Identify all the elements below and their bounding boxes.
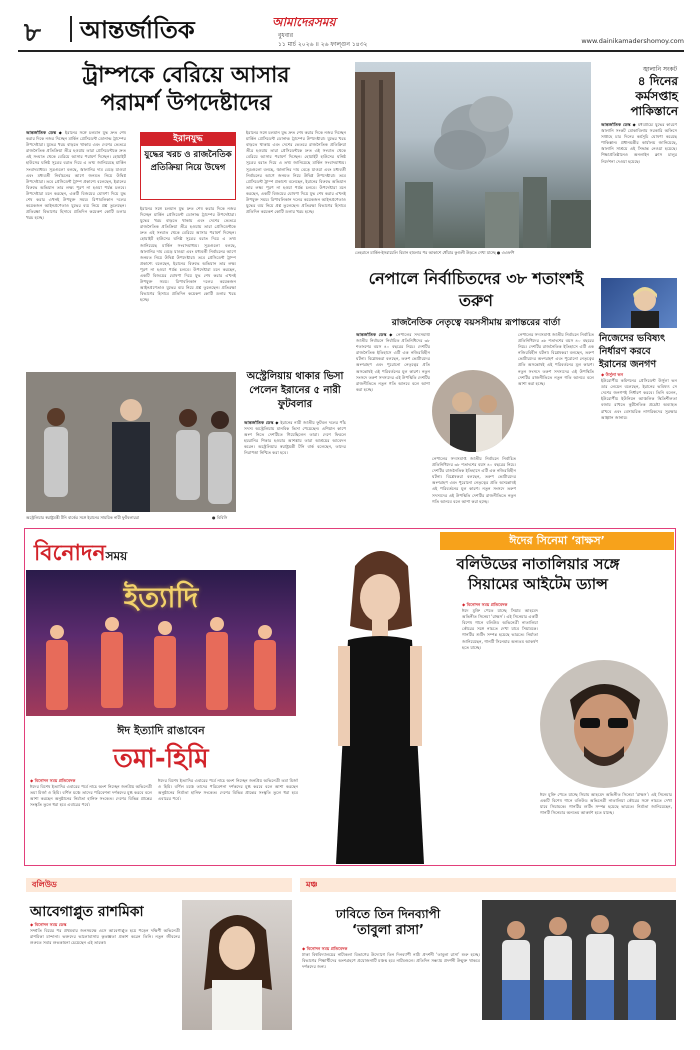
australia-body-text: ইরানের নারী জাতীয় ফুটবল দলের পাঁচ সদস্য অস্ট্রেলিয়ায় মানবিক ভিসা পেয়েছেন। এশিয়ান কাপে অংশ নিতে দেশটিতে গিয়েছিলেন তারা। দেশে ফিরলে হয়রানির শিকার হওয়ার আশঙ্কায় তারা আশ্রয়ের আবেদন করেন। অস্ট্রেলিয়ার স্বরাষ্ট্রমন্ত্রী টনি বার্ক বলেছেন, তাদের নিরাপত্তা নিশ্চিত করা হবে। bbox=[244, 420, 346, 456]
australia-headline: অস্ট্রেলিয়ায় থাকার ভিসা পেলেন ইরানের ৫ নারী ফুটবলার bbox=[246, 371, 344, 410]
cinema-headline-line-2: সিয়ামের আইটেম ড্যান্স bbox=[468, 575, 608, 593]
stage-body-text: ঢাকা বিশ্ববিদ্যালয়ের নাট্যকলা বিভাগের উদ্যোগে তিন দিনব্যাপী নাট্য প্রদর্শনী ‘তাবুলা রাসা’ শুরু হচ্ছে। বিভাগের শিক্ষার্থীদের অংশগ্রহণে প্রযোজনাটি মঞ্চস্থ হবে নাটমণ্ডলে। প্রতিদিন সন্ধ্যায় প্রদর্শনী উন্মুক্ত থাকবে দর্শকদের জন্য। bbox=[302, 952, 480, 970]
lead-headline bbox=[28, 62, 344, 118]
nepal-body-text: নেপালের সদ্যসমাপ্ত জাতীয় নির্বাচনে নির্বাচিত প্রতিনিধিদের ৩৮ শতাংশের বয়স ৪০ বছরের নিচে। দেশটির রাজনৈতিক ইতিহাসে এটি এক নজিরবিহীন ঘটনা। বিশ্লেষকরা বলছেন, তরুণ ভোটারদের অংশগ্রহণ এবং পুরোনো নেতৃত্বের প্রতি অসন্তোষই এই পরিবর্তনের মূল কারণ। নতুন সংসদে তরুণ সদস্যদের এই উপস্থিতি দেশটির রাজনীতিতে নতুন গতি আনবে বলে আশা করা হচ্ছে। bbox=[356, 332, 430, 392]
lead-body-text: ইরানের সঙ্গে চলমান যুদ্ধ দ্রুত শেষ করার দিকে নজর দিচ্ছেন মার্কিন প্রেসিডেন্ট ডোনাল্ড ট্রাম্পের উপদেষ্টারা। যুদ্ধের খরচ বাড়তে থাকায় এবং দেশের ভেতরে রাজনৈতিক প্রতিক্রিয়া তীব্র হওয়ায় তারা প্রেসিডেন্টকে দ্রুত এই সংঘাত থেকে বেরিয়ে আসার পরামর্শ দিচ্ছেন। হোয়াইট হাউসের ঘনিষ্ঠ সূত্রের বরাত দিয়ে এ তথ্য জানিয়েছে মার্কিন সংবাদমাধ্যম। সূত্রগুলো বলছে, জ্বালানির দাম বেড়ে যাওয়া এবং মধ্যবর্তী নির্বাচনের আগে জনমত নিয়ে উদ্বিগ্ন উপদেষ্টারা। তবে প্রেসিডেন্ট ট্রাম্প প্রকাশ্যে বলেছেন, ইরানের বিরুদ্ধে অভিযান তার লক্ষ্য পূরণ না হওয়া পর্যন্ত চলবে। উপদেষ্টারা মনে করছেন, একটি বিজয়ের ঘোষণা দিয়ে যুদ্ধ শেষ করার এখনই উপযুক্ত সময়। রিপাবলিকান দলের কয়েকজন আইনপ্রণেতাও যুদ্ধের ব্যয় নিয়ে প্রশ্ন তুলেছেন। প্রতিরক্ষা বিভাগের হিসাবে প্রতিদিন কয়েকশ কোটি ডলার খরচ হচ্ছে। bbox=[26, 130, 126, 221]
lead-photo-caption: তেহরানে মার্কিন-ইসরায়েলি বিমান হামলার পর আকাশে ধোঁয়ার কুণ্ডলী উড়তে দেখা যাচ্ছে ● এএফপি bbox=[355, 250, 515, 255]
eu-headline: নিজেদের ভবিষ্যৎ নির্ধারণ করবে ইরানের জনগণ bbox=[599, 333, 666, 370]
page-number-divider bbox=[70, 16, 72, 42]
cinema-body-left bbox=[462, 602, 538, 862]
lead-subhead-box bbox=[140, 132, 236, 200]
bollywood-body bbox=[30, 922, 180, 1032]
fuel-body-text: মধ্যপ্রাচ্যে যুদ্ধের কারণে জ্বালানি সংকট মোকাবিলায় সরকারি অফিসে সপ্তাহে চার দিনের কর্মসূচি ঘোষণা করেছে পাকিস্তান। প্রধানমন্ত্রীর কার্যালয় জানিয়েছে, জ্বালানি সাশ্রয়ে এই সিদ্ধান্ত নেওয়া হয়েছে। শিক্ষাপ্রতিষ্ঠানেও অনলাইন ক্লাস চালুর নির্দেশনা দেওয়া হয়েছে। bbox=[601, 122, 677, 164]
eu-body bbox=[601, 372, 677, 522]
lead-byline: আন্তর্জাতিক ডেস্ক ◆ bbox=[26, 130, 63, 135]
ityadi-byline: ◆ বিনোদন সময় প্রতিবেদক bbox=[30, 778, 76, 783]
cinema-headline-line-1: বলিউডের নাতালিয়ার সঙ্গে bbox=[456, 555, 620, 573]
lead-headline-line-1: ট্রাম্পকে বেরিয়ে আসার bbox=[82, 63, 290, 88]
cinema-body-text-2: ঈদে মুক্তি পেতে যাচ্ছে সিয়াম আহমেদ অভিনীত সিনেমা ‘রাক্ষস’। এই সিনেমার একটি বিশেষ গানে বলিউড অভিনেত্রী নাতালিয়া কৌরের সঙ্গে নাচতে দেখা যাবে সিয়ামকে। গানটির শুটিং সম্পন্ন হয়েছে ভারতে। নির্মাতা জানিয়েছেন, গানটি সিনেমার অন্যতম আকর্ষণ হতে যাচ্ছে। bbox=[540, 792, 672, 816]
binodon-logo-suffix: সময় bbox=[105, 549, 128, 563]
fuel-body bbox=[601, 122, 677, 272]
header-weekday: বুধবার bbox=[278, 32, 294, 39]
header-date: ১১ মার্চ ২০২৬ ॥ ২৬ ফাল্গুন ১৪৩২ bbox=[278, 41, 368, 48]
nepal-body-center bbox=[432, 456, 516, 522]
lead-body-col-1 bbox=[26, 130, 126, 365]
cinema-body-right bbox=[540, 792, 672, 862]
eu-byline: ◆ উর্সুলা ভন bbox=[601, 372, 624, 377]
nepal-subhead: রাজনৈতিক নেতৃত্বে বয়সসীমায় রূপান্তরের বার্তা bbox=[391, 318, 561, 328]
eu-photo bbox=[601, 278, 677, 328]
players-and-minister-illustration bbox=[26, 372, 236, 512]
siam-photo bbox=[540, 660, 668, 788]
fuel-headline: ৪ দিনের কর্মসপ্তাহ পাকিস্তানে bbox=[630, 74, 678, 118]
binodon-logo bbox=[34, 536, 127, 573]
tabula-rasa-photo bbox=[482, 900, 676, 1020]
nepal-body-right bbox=[518, 332, 594, 522]
australia-photo-caption: অস্ট্রেলিয়ার স্বরাষ্ট্রমন্ত্রী টনি বার্কের সঙ্গে ইরানের সাময়িক নারী ফুটবলাররা bbox=[26, 515, 140, 520]
bollywood-headline: আবেগাপ্লুত রাশমিকা bbox=[30, 904, 144, 920]
ityadi-body-right bbox=[158, 778, 298, 864]
australia-byline: আন্তর্জাতিক ডেস্ক ◆ bbox=[244, 420, 279, 425]
lead-tag: ইরানযুদ্ধ bbox=[141, 133, 235, 146]
australia-photo bbox=[26, 372, 236, 512]
nepal-leader-illustration bbox=[432, 370, 514, 452]
fuel-byline: আন্তর্জাতিক ডেস্ক ◆ bbox=[601, 122, 637, 127]
stage-body bbox=[302, 946, 480, 1032]
bollywood-tag: বলিউড bbox=[26, 878, 292, 892]
nepal-body-left bbox=[356, 332, 430, 522]
bollywood-byline: ◆ বিনোদন সময় ডেস্ক bbox=[30, 922, 67, 927]
lead-headline-line-2: পরামর্শ উপদেষ্টাদের bbox=[100, 91, 272, 116]
stage-headline-line-2: ‘তাবুলা রাসা’ bbox=[352, 923, 424, 938]
website-url[interactable]: www.dainikamadershomoy.com bbox=[581, 37, 684, 45]
lead-body-text-3: ইরানের সঙ্গে চলমান যুদ্ধ দ্রুত শেষ করার দিকে নজর দিচ্ছেন মার্কিন প্রেসিডেন্ট ডোনাল্ড ট্রাম্পের উপদেষ্টারা। যুদ্ধের খরচ বাড়তে থাকায় এবং দেশের ভেতরে রাজনৈতিক প্রতিক্রিয়া তীব্র হওয়ায় তারা প্রেসিডেন্টকে দ্রুত এই সংঘাত থেকে বেরিয়ে আসার পরামর্শ দিচ্ছেন। হোয়াইট হাউসের ঘনিষ্ঠ সূত্রের বরাত দিয়ে এ তথ্য জানিয়েছে মার্কিন সংবাদমাধ্যম। সূত্রগুলো বলছে, জ্বালানির দাম বেড়ে যাওয়া এবং মধ্যবর্তী নির্বাচনের আগে জনমত নিয়ে উদ্বিগ্ন উপদেষ্টারা। তবে প্রেসিডেন্ট ট্রাম্প প্রকাশ্যে বলেছেন, ইরানের বিরুদ্ধে অভিযান তার লক্ষ্য পূরণ না হওয়া পর্যন্ত চলবে। উপদেষ্টারা মনে করছেন, একটি বিজয়ের ঘোষণা দিয়ে যুদ্ধ শেষ করার এখনই উপযুক্ত সময়। রিপাবলিকান দলের কয়েকজন আইনপ্রণেতাও যুদ্ধের ব্যয় নিয়ে প্রশ্ন তুলেছেন। প্রতিরক্ষা বিভাগের হিসাবে প্রতিদিন কয়েকশ কোটি ডলার খরচ হচ্ছে। bbox=[246, 130, 346, 215]
page-number: ৮ bbox=[24, 18, 41, 48]
header-rule bbox=[18, 50, 684, 52]
lead-subhead: যুদ্ধের খরচ ও রাজনৈতিক প্রতিক্রিয়া নিয়ে উদ্বেগ bbox=[144, 150, 232, 173]
nepal-body-text-3: নেপালের সদ্যসমাপ্ত জাতীয় নির্বাচনে নির্বাচিত প্রতিনিধিদের ৩৮ শতাংশের বয়স ৪০ বছরের নিচে। দেশটির রাজনৈতিক ইতিহাসে এটি এক নজিরবিহীন ঘটনা। বিশ্লেষকরা বলছেন, তরুণ ভোটারদের অংশগ্রহণ এবং পুরোনো নেতৃত্বের প্রতি অসন্তোষই এই পরিবর্তনের মূল কারণ। নতুন সংসদে তরুণ সদস্যদের এই উপস্থিতি দেশটির রাজনীতিতে নতুন গতি আনবে বলে আশা করা হচ্ছে। bbox=[432, 456, 516, 504]
cinema-label: ঈদের সিনেমা ‘রাক্ষস’ bbox=[440, 532, 674, 550]
ityadi-body-text-2: ঈদের বিশেষ ইত্যাদির এবারের পর্বে নাচে অংশ নিচ্ছেন জনপ্রিয় অভিনেত্রী তমা মির্জা ও হিমি। বর্ণিল মঞ্চে তাদের পরিবেশনা দর্শকদের মুগ্ধ করবে বলে আশা করছেন অনুষ্ঠানের নির্মাতা হানিফ সংকেত। দেশের বিভিন্ন প্রান্তের সংস্কৃতি তুলে ধরা হবে এবারের পর্বে। bbox=[158, 778, 298, 802]
fuel-kicker: জ্বালানি সংকট bbox=[642, 66, 677, 73]
cinema-body-text: ঈদে মুক্তি পেতে যাচ্ছে সিয়াম আহমেদ অভিনীত সিনেমা ‘রাক্ষস’। এই সিনেমার একটি বিশেষ গানে বলিউড অভিনেত্রী নাতালিয়া কৌরের সঙ্গে নাচতে দেখা যাবে সিয়ামকে। গানটির শুটিং সম্পন্ন হয়েছে ভারতে। নির্মাতা জানিয়েছেন, গানটি সিনেমার অন্যতম আকর্ষণ হতে যাচ্ছে। bbox=[462, 608, 538, 650]
nepal-byline: আন্তর্জাতিক ডেস্ক ◆ bbox=[356, 332, 394, 337]
lead-photo bbox=[355, 62, 591, 248]
section-title: আন্তর্জাতিক bbox=[80, 16, 195, 44]
smoke-skyline-illustration bbox=[355, 62, 591, 248]
lead-body-col-4 bbox=[245, 130, 345, 131]
australia-body bbox=[244, 420, 346, 522]
ityadi-body-text: ঈদের বিশেষ ইত্যাদির এবারের পর্বে নাচে অংশ নিচ্ছেন জনপ্রিয় অভিনেত্রী তমা মির্জা ও হিমি। বর্ণিল মঞ্চে তাদের পরিবেশনা দর্শকদের মুগ্ধ করবে বলে আশা করছেন অনুষ্ঠানের নির্মাতা হানিফ সংকেত। দেশের বিভিন্ন প্রান্তের সংস্কৃতি তুলে ধরা হবে এবারের পর্বে। bbox=[30, 784, 152, 808]
stage-byline: ◆ বিনোদন সময় প্রতিবেদক bbox=[302, 946, 348, 951]
natalia-illustration bbox=[300, 536, 460, 864]
rashmika-illustration bbox=[182, 900, 292, 1030]
von-der-leyen-portrait bbox=[601, 278, 677, 328]
lead-body-col-2 bbox=[140, 206, 236, 366]
eu-body-text: ইউরোপীয় কমিশনের প্রেসিডেন্ট উর্সুলা ভন ডার লেয়েন বলেছেন, ইরানের ভবিষ্যৎ সে দেশের জনগণই নির্ধারণ করবে। তিনি বলেন, ইউরোপীয় ইউনিয়ন আঞ্চলিক স্থিতিশীলতা বজায় রাখতে কূটনৈতিক প্রচেষ্টা অব্যাহত রাখবে এবং বেসামরিক নাগরিকদের সুরক্ষার আহ্বান জানায়। bbox=[601, 378, 677, 420]
ityadi-headline: তমা-হিমি bbox=[113, 744, 209, 774]
rashmika-photo bbox=[182, 900, 292, 1030]
siam-illustration bbox=[540, 660, 668, 788]
nepal-headline: নেপালে নির্বাচিতদের ৩৮ শতাংশই তরুণ bbox=[368, 269, 584, 310]
australia-photo-credit: ● বিবিসি bbox=[212, 515, 228, 520]
nepal-body-text-2: নেপালের সদ্যসমাপ্ত জাতীয় নির্বাচনে নির্বাচিত প্রতিনিধিদের ৩৮ শতাংশের বয়স ৪০ বছরের নিচে। দেশটির রাজনৈতিক ইতিহাসে এটি এক নজিরবিহীন ঘটনা। বিশ্লেষকরা বলছেন, তরুণ ভোটারদের অংশগ্রহণ এবং পুরোনো নেতৃত্বের প্রতি অসন্তোষই এই পরিবর্তনের মূল কারণ। নতুন সংসদে তরুণ সদস্যদের এই উপস্থিতি দেশটির রাজনীতিতে নতুন গতি আনবে বলে আশা করা হচ্ছে। bbox=[518, 332, 594, 386]
stage-headline-line-1: ঢাবিতে তিন দিনব্যাপী bbox=[335, 907, 441, 921]
stage-tag: মঞ্চ bbox=[300, 878, 676, 892]
masthead bbox=[18, 10, 684, 48]
natalia-photo bbox=[300, 536, 460, 864]
ityadi-kicker: ঈদ ইত্যাদি রাঙাবেন bbox=[117, 724, 205, 737]
binodon-logo-word: বিনোদন bbox=[34, 541, 106, 566]
lead-body-text-2: ইরানের সঙ্গে চলমান যুদ্ধ দ্রুত শেষ করার দিকে নজর দিচ্ছেন মার্কিন প্রেসিডেন্ট ডোনাল্ড ট্রাম্পের উপদেষ্টারা। যুদ্ধের খরচ বাড়তে থাকায় এবং দেশের ভেতরে রাজনৈতিক প্রতিক্রিয়া তীব্র হওয়ায় তারা প্রেসিডেন্টকে দ্রুত এই সংঘাত থেকে বেরিয়ে আসার পরামর্শ দিচ্ছেন। হোয়াইট হাউসের ঘনিষ্ঠ সূত্রের বরাত দিয়ে এ তথ্য জানিয়েছে মার্কিন সংবাদমাধ্যম। সূত্রগুলো বলছে, জ্বালানির দাম বেড়ে যাওয়া এবং মধ্যবর্তী নির্বাচনের আগে জনমত নিয়ে উদ্বিগ্ন উপদেষ্টারা। তবে প্রেসিডেন্ট ট্রাম্প প্রকাশ্যে বলেছেন, ইরানের বিরুদ্ধে অভিযান তার লক্ষ্য পূরণ না হওয়া পর্যন্ত চলবে। উপদেষ্টারা মনে করছেন, একটি বিজয়ের ঘোষণা দিয়ে যুদ্ধ শেষ করার এখনই উপযুক্ত সময়। রিপাবলিকান দলের কয়েকজন আইনপ্রণেতাও যুদ্ধের ব্যয় নিয়ে প্রশ্ন তুলেছেন। প্রতিরক্ষা বিভাগের হিসাবে প্রতিদিন কয়েকশ কোটি ডলার খরচ হচ্ছে। bbox=[140, 206, 236, 303]
nepal-photo bbox=[432, 370, 514, 452]
ityadi-photo bbox=[26, 570, 296, 716]
ityadi-show-title: ইত্যাদি bbox=[123, 581, 199, 614]
cinema-byline: ◆ বিনোদন সময় প্রতিবেদক bbox=[462, 602, 508, 607]
lead-body-col-3 bbox=[246, 130, 346, 366]
stage-headline bbox=[300, 906, 476, 940]
newspaper-logo: আমাদেরসময় bbox=[272, 15, 336, 29]
ityadi-body-left bbox=[30, 778, 152, 864]
actors-illustration bbox=[482, 900, 676, 1020]
bollywood-body-text: সম্প্রতি বিয়ের পর প্রথমবার জনসমক্ষে এসে আবেগাপ্লুত হয়ে পড়েন দক্ষিণী অভিনেত্রী রাশমিকা মান্দানা। ভক্তদের ভালোবাসায় কৃতজ্ঞতা প্রকাশ করেন তিনি। নতুন জীবনের শুরুতে সবার শুভকামনা চেয়েছেন এই তারকা। bbox=[30, 928, 180, 946]
